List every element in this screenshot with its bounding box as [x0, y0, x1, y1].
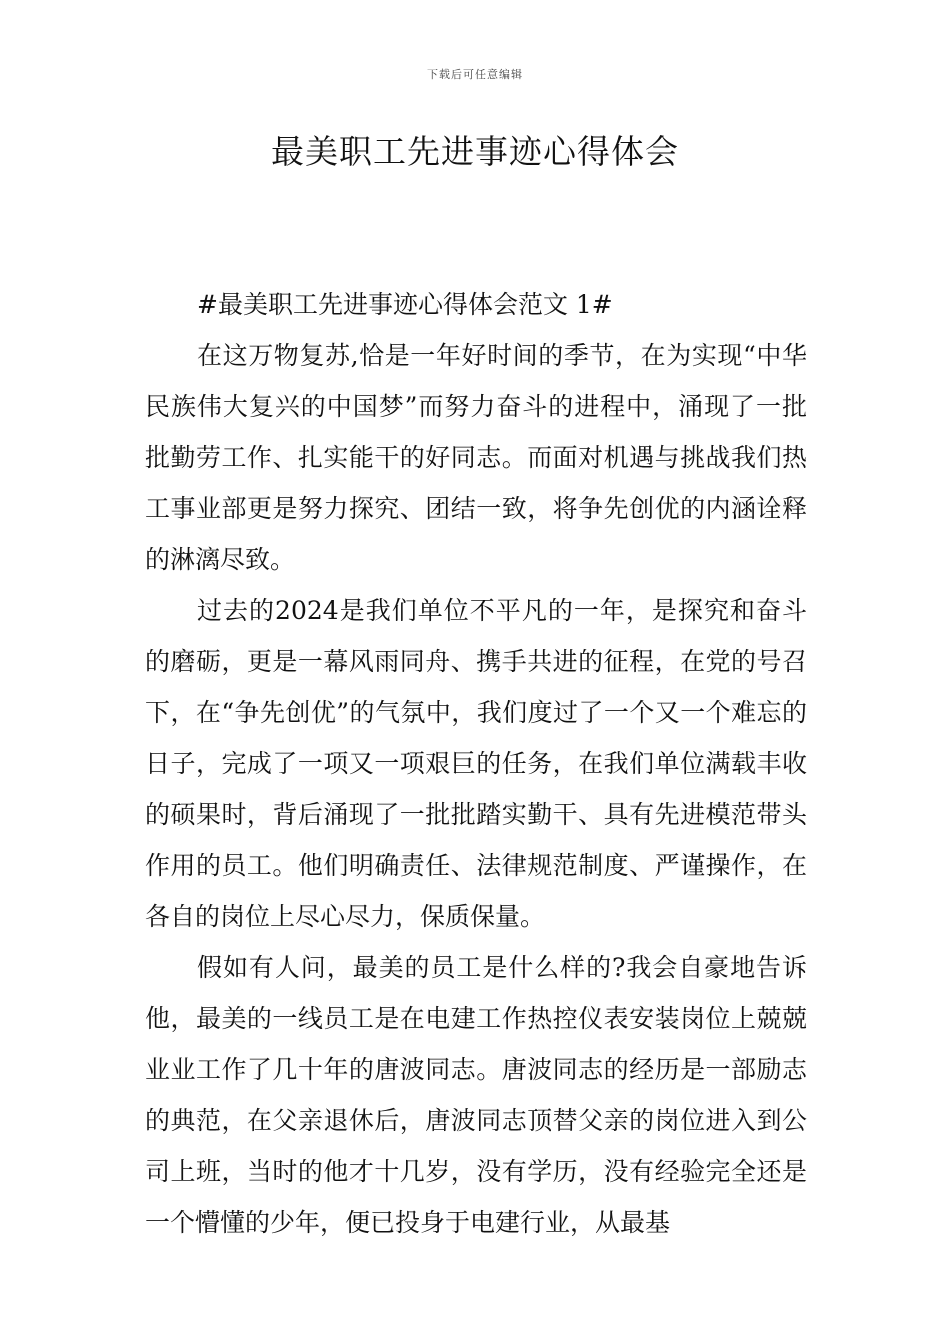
body-paragraph-3: 假如有人问，最美的员工是什么样的?我会自豪地告诉他，最美的一线员工是在电建工作热控仪表安装岗位上兢兢业业工作了几十年的唐波同志。唐波同志的经历是一部励志的典范，在父亲退休后，唐波同志顶替父亲的岗位进入到公司上班，当时的他才十几岁，没有学历，没有经验完全还是一个懵懂的少年，便已投身于电建行业，从最基: [145, 953, 807, 1237]
header-note: 下载后可任意编辑: [427, 68, 523, 81]
body-paragraph-1: 在这万物复苏,恰是一年好时间的季节，在为实现“中华民族伟大复兴的中国梦”而努力奋斗的进程中，涌现了一批批勤劳工作、扎实能干的好同志。而面对机遇与挑战我们热工事业部更是努力探究、团结一致，将争先创优的内涵诠释的淋漓尽致。: [145, 341, 807, 574]
document-title: 最美职工先进事迹心得体会: [271, 132, 679, 171]
document-body: [145, 279, 807, 1248]
section-heading: #最美职工先进事迹心得体会范文 1#: [197, 290, 613, 319]
body-paragraph-2: 过去的2024是我们单位不平凡的一年，是探究和奋斗的磨砺，更是一幕风雨同舟、携手共进的征程，在党的号召下，在“争先创优”的气氛中，我们度过了一个又一个难忘的日子，完成了一项又一项艰巨的任务，在我们单位满载丰收的硕果时，背后涌现了一批批踏实勤干、具有先进模范带头作用的员工。他们明确责任、法律规范制度、严谨操作，在各自的岗位上尽心尽力，保质保量。: [145, 596, 807, 931]
